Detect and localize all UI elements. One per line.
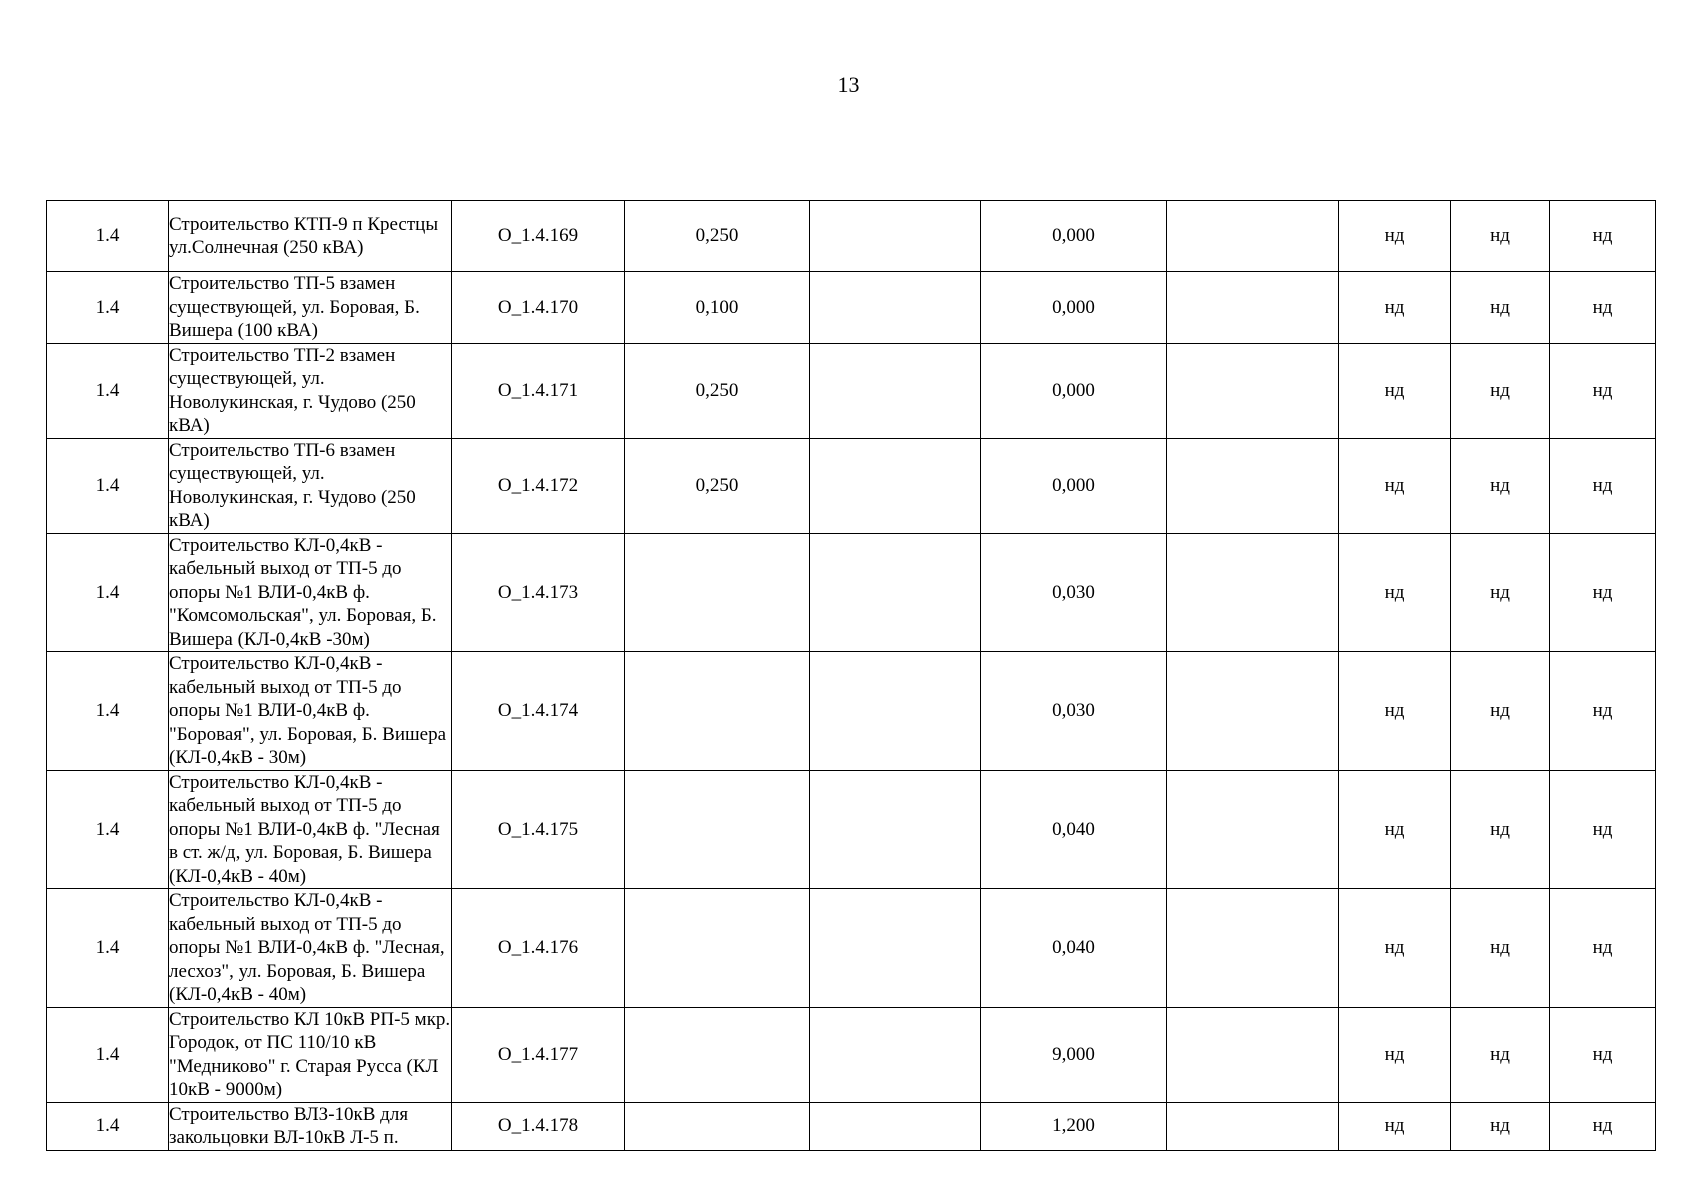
nd-value: нд	[1339, 343, 1451, 438]
row-section-number: 1.4	[47, 438, 169, 533]
nd-value: нд	[1451, 343, 1550, 438]
length-value: 9,000	[981, 1007, 1167, 1102]
row-section-number: 1.4	[47, 1007, 169, 1102]
nd-value: нд	[1339, 272, 1451, 344]
project-code: О_1.4.176	[452, 889, 625, 1008]
row-section-number: 1.4	[47, 201, 169, 272]
empty-cell	[810, 272, 981, 344]
nd-value: нд	[1451, 1007, 1550, 1102]
empty-cell	[1167, 652, 1339, 771]
empty-cell	[1167, 533, 1339, 652]
empty-cell	[810, 1102, 981, 1150]
project-name: Строительство КЛ-0,4кВ - кабельный выход от ТП-5 до опоры №1 ВЛИ-0,4кВ ф. "Боровая", ул. Боровая, Б. Вишера (КЛ-0,4кВ - 30м)	[169, 652, 452, 771]
nd-value: нд	[1550, 272, 1656, 344]
nd-value: нд	[1451, 438, 1550, 533]
project-name: Строительство ТП-6 взамен существующей, ул. Новолукинская, г. Чудово (250 кВА)	[169, 438, 452, 533]
length-value: 0,030	[981, 652, 1167, 771]
project-code: О_1.4.174	[452, 652, 625, 771]
capacity-value	[625, 1102, 810, 1150]
nd-value: нд	[1339, 438, 1451, 533]
empty-cell	[810, 889, 981, 1008]
nd-value: нд	[1550, 438, 1656, 533]
nd-value: нд	[1339, 1007, 1451, 1102]
project-code: О_1.4.171	[452, 343, 625, 438]
nd-value: нд	[1550, 343, 1656, 438]
project-code: О_1.4.177	[452, 1007, 625, 1102]
row-section-number: 1.4	[47, 889, 169, 1008]
length-value: 0,000	[981, 438, 1167, 533]
empty-cell	[810, 533, 981, 652]
empty-cell	[1167, 272, 1339, 344]
project-name: Строительство КЛ-0,4кВ - кабельный выход от ТП-5 до опоры №1 ВЛИ-0,4кВ ф. "Комсомольская", ул. Боровая, Б. Вишера (КЛ-0,4кВ -30м)	[169, 533, 452, 652]
nd-value: нд	[1550, 1007, 1656, 1102]
nd-value: нд	[1451, 201, 1550, 272]
row-section-number: 1.4	[47, 343, 169, 438]
nd-value: нд	[1339, 770, 1451, 889]
nd-value: нд	[1451, 272, 1550, 344]
table-row	[47, 343, 1656, 438]
nd-value: нд	[1339, 889, 1451, 1008]
nd-value: нд	[1550, 770, 1656, 889]
row-section-number: 1.4	[47, 272, 169, 344]
nd-value: нд	[1451, 770, 1550, 889]
empty-cell	[810, 438, 981, 533]
empty-cell	[1167, 1102, 1339, 1150]
project-code: О_1.4.173	[452, 533, 625, 652]
project-name: Строительство ТП-5 взамен существующей, ул. Боровая, Б. Вишера (100 кВА)	[169, 272, 452, 344]
table-row	[47, 438, 1656, 533]
empty-cell	[1167, 201, 1339, 272]
table-row	[47, 889, 1656, 1008]
capacity-value	[625, 770, 810, 889]
table-row	[47, 272, 1656, 344]
empty-cell	[1167, 343, 1339, 438]
row-section-number: 1.4	[47, 770, 169, 889]
table-row	[47, 533, 1656, 652]
project-name: Строительство КЛ-0,4кВ - кабельный выход от ТП-5 до опоры №1 ВЛИ-0,4кВ ф. "Лесная, лесхоз", ул. Боровая, Б. Вишера (КЛ-0,4кВ - 40м)	[169, 889, 452, 1008]
investment-projects-table	[46, 200, 1656, 1151]
project-code: О_1.4.169	[452, 201, 625, 272]
nd-value: нд	[1339, 1102, 1451, 1150]
capacity-value	[625, 1007, 810, 1102]
nd-value: нд	[1550, 533, 1656, 652]
capacity-value: 0,250	[625, 343, 810, 438]
empty-cell	[1167, 889, 1339, 1008]
capacity-value: 0,250	[625, 201, 810, 272]
project-name: Строительство КЛ 10кВ РП-5 мкр. Городок, от ПС 110/10 кВ "Медниково" г. Старая Русса (КЛ 10кВ - 9000м)	[169, 1008, 451, 1100]
capacity-value	[625, 533, 810, 652]
empty-cell	[810, 1007, 981, 1102]
nd-value: нд	[1550, 1102, 1656, 1150]
row-section-number: 1.4	[47, 1102, 169, 1150]
capacity-value: 0,250	[625, 438, 810, 533]
table-row	[47, 652, 1656, 771]
empty-cell	[810, 652, 981, 771]
length-value: 0,040	[981, 770, 1167, 889]
capacity-value: 0,100	[625, 272, 810, 344]
nd-value: нд	[1550, 201, 1656, 272]
length-value: 0,040	[981, 889, 1167, 1008]
table-row	[47, 201, 1656, 272]
empty-cell	[810, 343, 981, 438]
capacity-value	[625, 889, 810, 1008]
project-name: Строительство ВЛЗ-10кВ для закольцовки ВЛ-10кВ Л-5 п.	[169, 1102, 452, 1150]
nd-value: нд	[1451, 889, 1550, 1008]
empty-cell	[810, 201, 981, 272]
project-name: Строительство КЛ-0,4кВ - кабельный выход от ТП-5 до опоры №1 ВЛИ-0,4кВ ф. "Лесная в ст. ж/д, ул. Боровая, Б. Вишера (КЛ-0,4кВ - 40м)	[169, 770, 452, 889]
length-value: 0,000	[981, 272, 1167, 344]
empty-cell	[1167, 438, 1339, 533]
nd-value: нд	[1451, 533, 1550, 652]
nd-value: нд	[1339, 652, 1451, 771]
nd-value: нд	[1339, 533, 1451, 652]
nd-value: нд	[1339, 201, 1451, 272]
nd-value: нд	[1550, 652, 1656, 771]
empty-cell	[1167, 1007, 1339, 1102]
table-row	[47, 770, 1656, 889]
table-row	[47, 1007, 1656, 1102]
length-value: 0,000	[981, 343, 1167, 438]
length-value: 0,030	[981, 533, 1167, 652]
nd-value: нд	[1451, 1102, 1550, 1150]
project-code: О_1.4.170	[452, 272, 625, 344]
table-row	[47, 1102, 1656, 1150]
empty-cell	[1167, 770, 1339, 889]
length-value: 1,200	[981, 1102, 1167, 1150]
project-code: О_1.4.175	[452, 770, 625, 889]
row-section-number: 1.4	[47, 533, 169, 652]
project-code: О_1.4.172	[452, 438, 625, 533]
length-value: 0,000	[981, 201, 1167, 272]
empty-cell	[810, 770, 981, 889]
capacity-value	[625, 652, 810, 771]
page-number: 13	[837, 72, 860, 97]
row-section-number: 1.4	[47, 652, 169, 771]
nd-value: нд	[1451, 652, 1550, 771]
project-code: О_1.4.178	[452, 1102, 625, 1150]
nd-value: нд	[1550, 889, 1656, 1008]
project-name: Строительство КТП-9 п Крестцы ул.Солнечная (250 кВА)	[169, 201, 452, 272]
project-name: Строительство ТП-2 взамен существующей, ул. Новолукинская, г. Чудово (250 кВА)	[169, 343, 452, 438]
